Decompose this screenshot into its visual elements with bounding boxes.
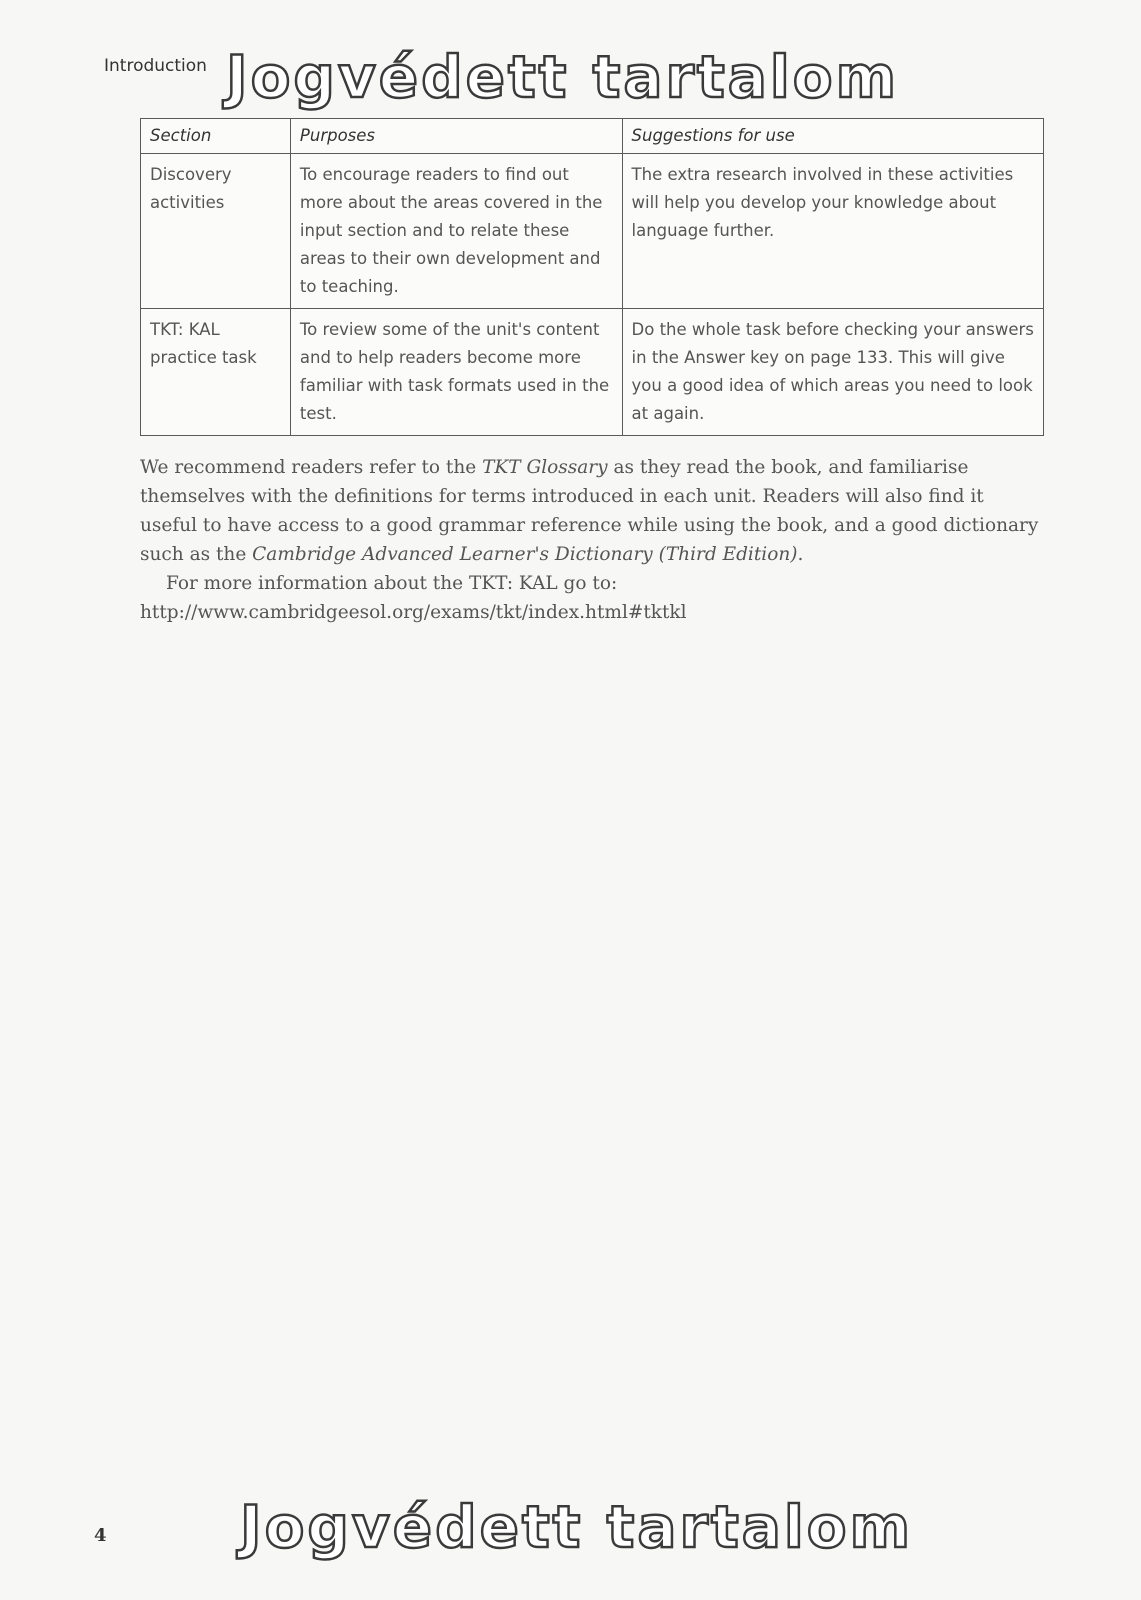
paragraph-recommendation [140,453,1044,569]
running-head: Introduction [104,56,207,76]
text-segment: . [797,544,804,565]
header-section: Section [141,119,291,154]
cell-suggestions: The extra research involved in these activities will help you develop your knowledge about language further. [622,154,1043,309]
cell-section: TKT: KAL practice task [141,309,291,436]
page-number: 4 [94,1525,107,1546]
guide-table [140,118,1044,436]
table-row [141,154,1044,309]
url-text: http://www.cambridgeesol.org/exams/tkt/index.html#tktkl [140,602,687,623]
paragraph-more-info: For more information about the TKT: KAL go to: [166,573,618,594]
dictionary-title: Cambridge Advanced Learner's Dictionary (Third Edition) [252,544,798,565]
body-text [140,453,1044,627]
cell-suggestions: Do the whole task before checking your answers in the Answer key on page 133. This will give you a good idea of which areas you need to look at again. [622,309,1043,436]
table-row [141,309,1044,436]
glossary-title: TKT Glossary [482,457,608,478]
cell-section: Discovery activities [141,154,291,309]
watermark-bottom: Jogvédett tartalom [240,1493,914,1561]
header-suggestions: Suggestions for use [622,119,1043,154]
table-header-row [141,119,1044,154]
header-purposes: Purposes [290,119,622,154]
watermark-top: Jogvédett tartalom [226,43,900,111]
text-segment: We recommend readers refer to the [140,457,483,478]
cell-purposes: To review some of the unit's content and to help readers become more familiar with task formats used in the test. [290,309,622,436]
cell-purposes: To encourage readers to find out more about the areas covered in the input section and to relate these areas to their own development and to teaching. [290,154,622,309]
text-segment: as they read the book, and familiarise themselves with the definitions for terms introduced in each unit. Readers will also find it useful to have access to a good grammar reference while using the book, and a good dictionary such as the [140,457,1039,565]
